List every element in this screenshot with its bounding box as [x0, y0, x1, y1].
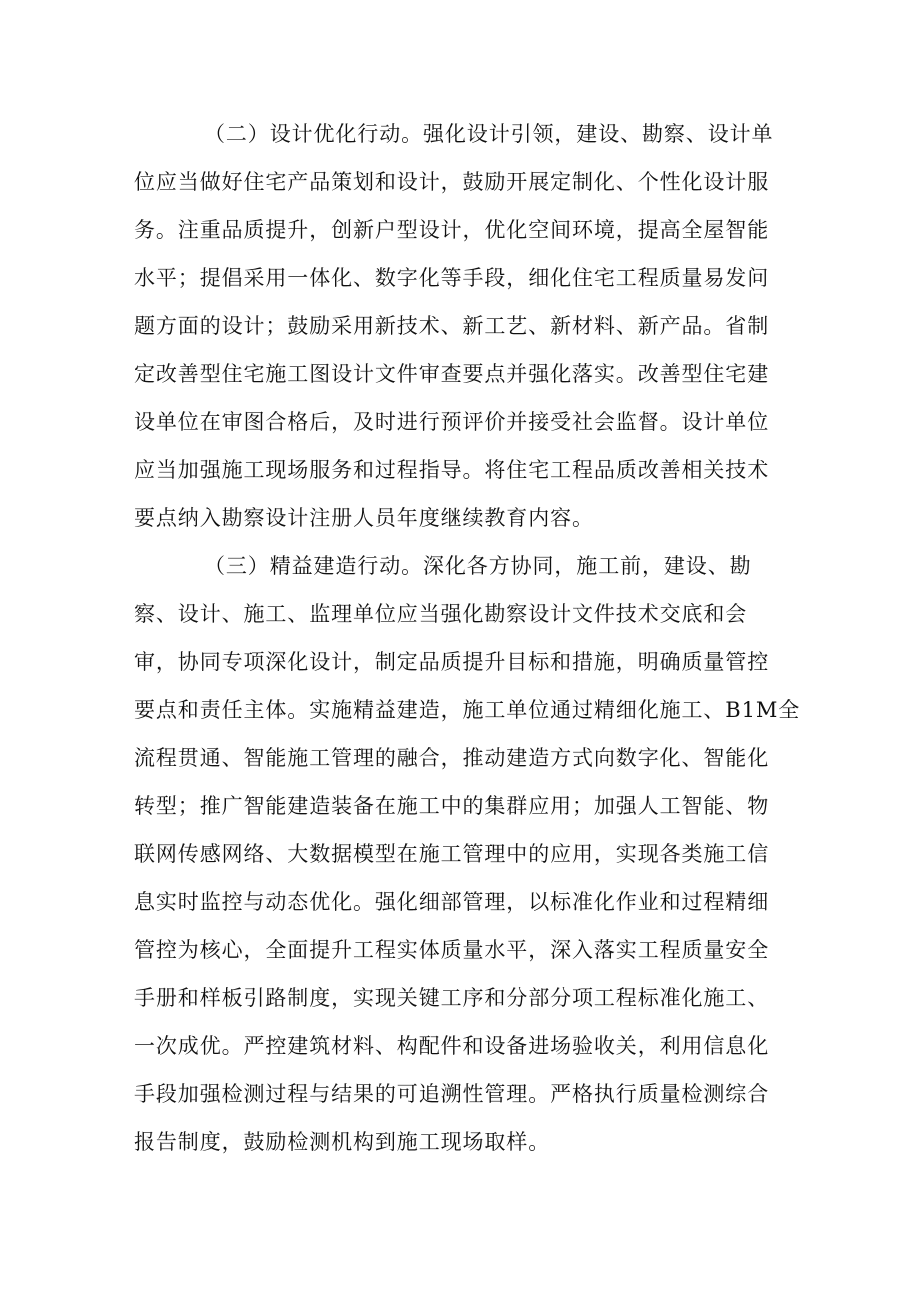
text-line: 设单位在审图合格后，及时进行预评价并接受社会监督。设计单位 — [134, 410, 770, 434]
paragraph-lean-construction — [134, 542, 801, 1166]
text-line: 手册和样板引路制度，实现关键工序和分部分项工程标准化施工、 — [134, 986, 770, 1010]
paragraph-design-optimization — [134, 110, 794, 542]
text-line: 要点纳入勘察设计注册人员年度继续教育内容。 — [134, 506, 594, 530]
text-line: 报告制度，鼓励检测机构到施工现场取样。 — [134, 1130, 551, 1154]
text-line: 一次成优。严控建筑材料、构配件和设备进场验收关，利用信息化 — [134, 1034, 770, 1058]
text-line: 要点和责任主体。实施精益建造，施工单位通过精细化施工、B1M全 — [134, 698, 801, 722]
text-line: （二）设计优化行动。强化设计引领，建设、勘察、设计单 — [204, 122, 774, 146]
text-line: （三）精益建造行动。深化各方协同，施工前，建设、勘 — [204, 554, 752, 578]
text-line: 手段加强检测过程与结果的可追溯性管理。严格执行质量检测综合 — [134, 1082, 770, 1106]
text-line: 管控为核心，全面提升工程实体质量水平，深入落实工程质量安全 — [134, 938, 770, 962]
text-line: 转型；推广智能建造装备在施工中的集群应用；加强人工智能、物 — [134, 794, 770, 818]
text-line: 应当加强施工现场服务和过程指导。将住宅工程品质改善相关技术 — [134, 458, 770, 482]
text-line: 流程贯通、智能施工管理的融合，推动建造方式向数字化、智能化 — [134, 746, 770, 770]
text-line: 察、设计、施工、监理单位应当强化勘察设计文件技术交底和会 — [134, 602, 748, 626]
text-line: 审，协同专项深化设计，制定品质提升目标和措施，明确质量管控 — [134, 650, 770, 674]
text-line: 务。注重品质提升，创新户型设计，优化空间环境，提高全屋智能 — [134, 218, 770, 242]
text-line: 息实时监控与动态优化。强化细部管理，以标准化作业和过程精细 — [134, 890, 770, 914]
text-line: 水平；提倡采用一体化、数字化等手段，细化住宅工程质量易发问 — [134, 266, 770, 290]
text-line: 定改善型住宅施工图设计文件审查要点并强化落实。改善型住宅建 — [134, 362, 770, 386]
text-line: 联网传感网络、大数据模型在施工管理中的应用，实现各类施工信 — [134, 842, 770, 866]
text-line: 题方面的设计；鼓励采用新技术、新工艺、新材料、新产品。省制 — [134, 314, 770, 338]
text-line: 位应当做好住宅产品策划和设计，鼓励开展定制化、个性化设计服 — [134, 170, 770, 194]
